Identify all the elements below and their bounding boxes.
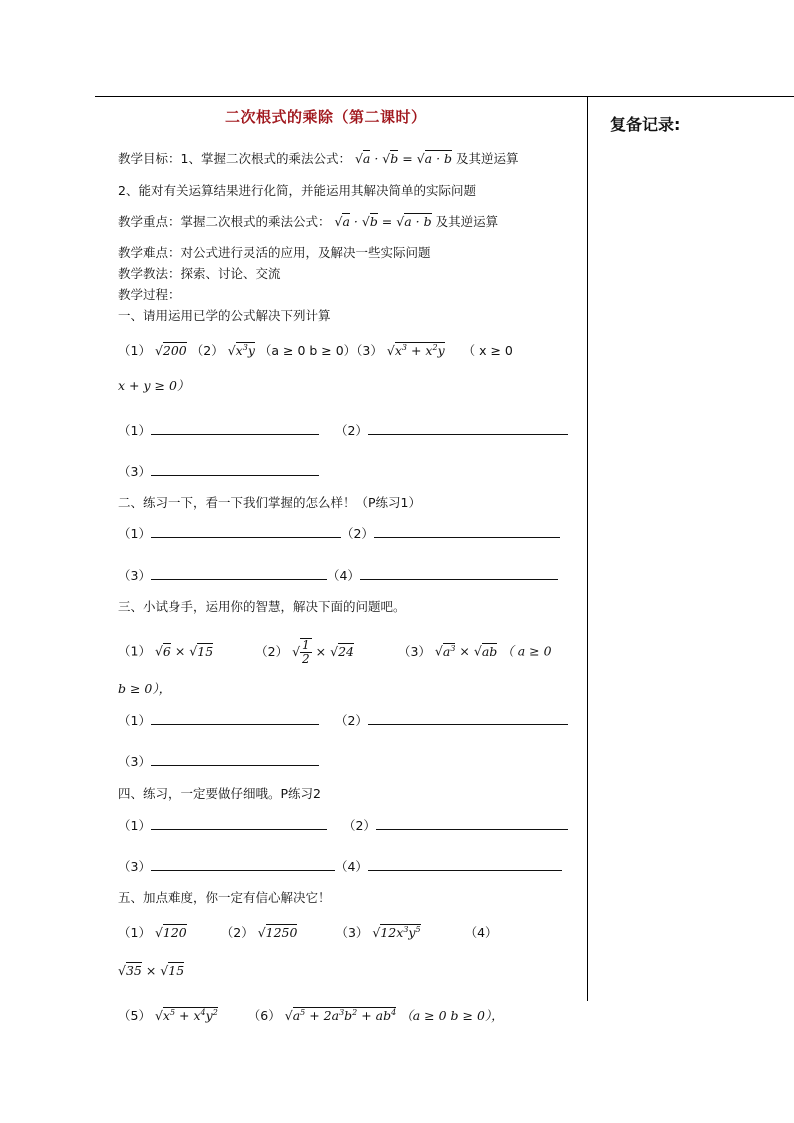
process-line: 教学过程： <box>118 287 181 302</box>
s1-answer-row-1: （1） （2） <box>118 422 568 440</box>
answer-blank[interactable] <box>151 753 319 766</box>
answer-blank[interactable] <box>151 567 327 580</box>
s2-answer-row-2: （3） （4） <box>118 567 558 585</box>
section-5-problems-b: （5） $√x^5 + x^4y^2$ （6） $√a^5 + 2a^3b^2 + ab^4$ （a ≥ 0 b ≥ 0）， <box>118 1008 504 1024</box>
s4-answer-row-1: （1） （2） <box>118 817 568 835</box>
section-5-problems-a: （1） √120 （2） √1250 （3） $√12x^3y^5$ （4） <box>118 925 498 941</box>
section-3-condition: b ≥ 0）， <box>118 681 172 696</box>
answer-blank[interactable] <box>368 422 568 435</box>
top-rule <box>95 96 794 97</box>
section-2-heading: 二、练习一下，看一下我们掌握的怎么样！（P练习1） <box>118 495 421 510</box>
section-3-problems: （1） √6 × √15 （2） √ $\frac{1}{2}$ × √24 （3） $√a^3 \times √ab$ （ a ≥ 0 <box>118 638 552 666</box>
section-1-condition: x + y ≥ 0） <box>118 378 190 393</box>
answer-blank[interactable] <box>151 712 319 725</box>
method-line: 教学教法：探索、讨论、交流 <box>118 266 281 281</box>
answer-blank[interactable] <box>151 422 319 435</box>
section-5-problem-4: √35 × √15 <box>118 963 185 978</box>
answer-blank[interactable] <box>151 817 327 830</box>
section-4-heading: 四、练习，一定要做仔细哦。P练习2 <box>118 786 321 801</box>
section-3-heading: 三、小试身手，运用你的智慧，解决下面的问题吧。 <box>118 599 406 614</box>
goal-2: 2、能对有关运算结果进行化简，并能运用其解决简单的实际问题 <box>118 183 476 198</box>
answer-blank[interactable] <box>374 525 560 538</box>
focus-line: 教学重点：掌握二次根式的乘法公式： √a · √b = √a · b 及其逆运算 <box>118 214 499 229</box>
s4-answer-row-2: （3） （4） <box>118 858 562 876</box>
answer-blank[interactable] <box>368 858 562 871</box>
review-notes-title: 复备记录: <box>610 115 681 134</box>
section-1-problems: （1） √200 （2） $√x^3y$ （a ≥ 0 b ≥ 0）（3） $√x^3 + x^2y$ （ x ≥ 0 <box>118 343 513 359</box>
difficulty-line: 教学难点：对公式进行灵活的应用，及解决一些实际问题 <box>118 245 431 260</box>
s3-answer-row-2: （3） <box>118 753 319 771</box>
section-5-heading: 五、加点难度，你一定有信心解决它！ <box>118 890 331 905</box>
answer-blank[interactable] <box>151 525 341 538</box>
s2-answer-row-1: （1） （2） <box>118 525 560 543</box>
column-divider <box>587 96 588 1001</box>
page-title: 二次根式的乘除（第二课时） <box>225 108 427 126</box>
answer-blank[interactable] <box>376 817 568 830</box>
s3-answer-row-1: （1） （2） <box>118 712 568 730</box>
section-1-heading: 一、请用运用已学的公式解决下列计算 <box>118 308 331 323</box>
product-formula: √a · √b = √a · b <box>354 151 453 166</box>
answer-blank[interactable] <box>360 567 558 580</box>
answer-blank[interactable] <box>151 858 335 871</box>
goal-line: 教学目标：1、掌握二次根式的乘法公式： √a · √b = √a · b 及其逆运算 <box>118 151 519 166</box>
answer-blank[interactable] <box>151 463 319 476</box>
s1-answer-row-2: （3） <box>118 463 319 481</box>
answer-blank[interactable] <box>368 712 568 725</box>
focus-formula: √a · √b = √a · b <box>334 214 432 229</box>
